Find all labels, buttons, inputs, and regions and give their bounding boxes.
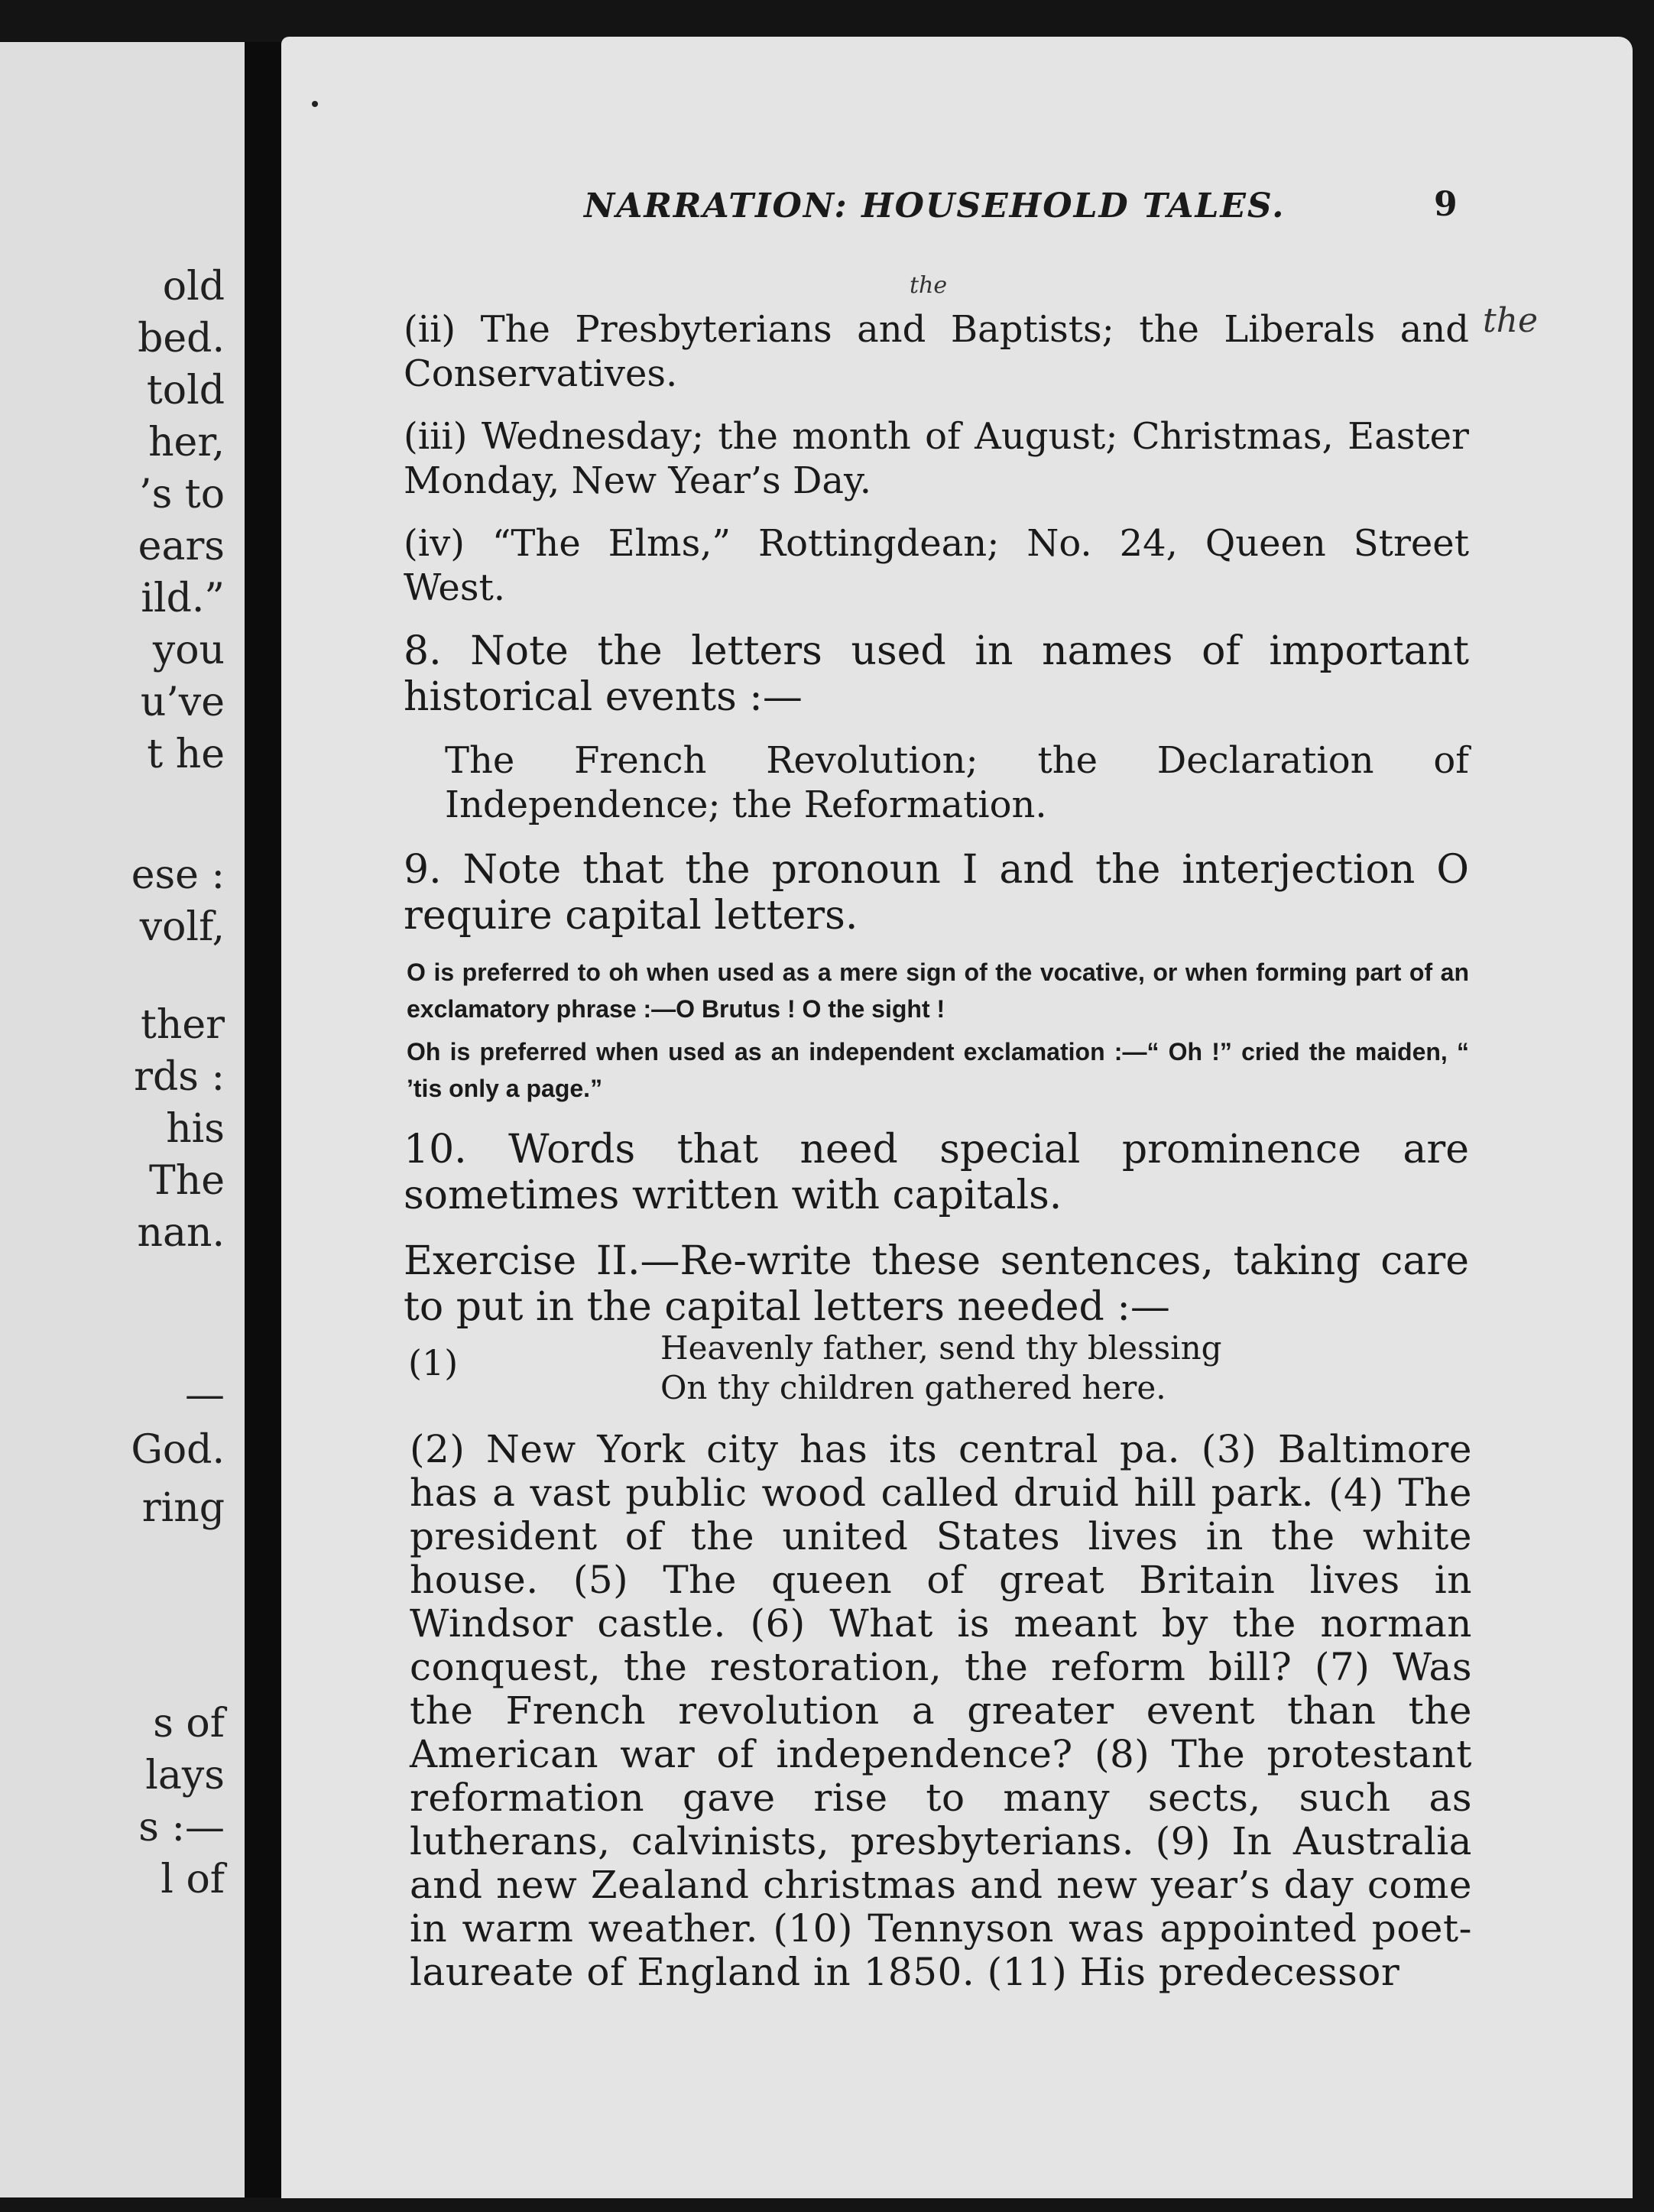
note-o: O is preferred to oh when used as a mere sign of the vocative, or when forming part of an exclamatory phrase :—O Brutus ! O the sight ! — [407, 958, 1469, 1023]
left-page-fragment: t he — [147, 731, 225, 777]
left-page-fragment: ild.” — [141, 576, 225, 621]
list-item-ii: (ii) The Presbyterians and Baptists; the Liberals and Conservatives. — [404, 308, 1469, 395]
exercise-heading: Exercise II.—Re-write these sentences, taking care to put in the capital letters needed :— — [404, 1238, 1469, 1330]
rule-8: 8. Note the letters used in names of important historical events :— — [404, 628, 1469, 720]
left-page-fragment: s of — [153, 1701, 225, 1747]
poem-line: On thy children gathered here. — [660, 1369, 1166, 1406]
previous-page-edge — [0, 42, 245, 2197]
rule-8-example: The French Revolution; the Declaration of Independence; the Reformation. — [445, 739, 1469, 826]
left-page-fragment: God. — [131, 1427, 225, 1473]
rule-10: 10. Words that need special prominence are sometimes written with capitals. — [404, 1127, 1469, 1218]
exercise-item-number: (1) — [408, 1342, 459, 1383]
left-page-fragment: ’s to — [139, 472, 225, 517]
book-page — [281, 37, 1633, 2198]
left-page-fragment: volf, — [139, 904, 225, 950]
poem-line: Heavenly father, send thy blessing — [660, 1329, 1222, 1367]
left-page-fragment: ears — [138, 524, 225, 569]
left-page-fragment: ring — [141, 1485, 225, 1531]
handwritten-margin-note: the — [1483, 301, 1539, 340]
exercise-poem — [660, 1328, 1222, 1408]
left-page-fragment: told — [146, 368, 225, 414]
exercise-sentences: (2) New York city has its central pa. (3) Baltimore has a vast public wood called druid hill park. (4) The president of the united States lives in the white house. (5) The queen of great Britain lives in Windsor castle. (6) What is meant by the norman conquest, the restoration, the reform bill? (7) Was the French revolution a greater event than the American war of independence? (8) The protestant reformation gave rise to many sects, such as lutherans, calvinists, presbyterians. (9) In Australia and new Zealand christmas and new year’s day come in warm weather. (10) Tennyson was appointed poet-laureate of England in 1850. (11) His predecessor — [410, 1427, 1472, 1994]
left-page-fragment: old — [162, 264, 225, 310]
left-page-fragment: s :— — [138, 1805, 225, 1850]
handwritten-insert: the — [910, 272, 948, 299]
left-page-fragment: you — [152, 628, 225, 673]
list-item-iii: (iii) Wednesday; the month of August; Christmas, Easter Monday, New Year’s Day. — [404, 415, 1469, 502]
left-page-fragment: her, — [148, 420, 225, 465]
left-page-fragment: l of — [161, 1857, 225, 1902]
note-oh: Oh is preferred when used as an independent exclamation :—“ Oh !” cried the maiden, “ ’tis only a page.” — [407, 1038, 1469, 1102]
page-number: 9 — [1434, 185, 1458, 224]
left-page-fragment: bed. — [138, 316, 225, 362]
left-page-fragment: ther — [140, 1002, 225, 1048]
left-page-fragment: ese : — [131, 852, 225, 898]
book-gutter — [245, 42, 281, 2197]
left-page-fragment: u’ve — [140, 679, 225, 725]
left-page-fragment: lays — [145, 1753, 225, 1798]
left-page-fragment: nan. — [137, 1210, 225, 1256]
ink-speck — [312, 101, 318, 107]
rule-9: 9. Note that the pronoun I and the interjection O require capital letters. — [404, 847, 1469, 939]
list-item-iv: (iv) “The Elms,” Rottingdean; No. 24, Queen Street West. — [404, 522, 1469, 609]
running-title: NARRATION: HOUSEHOLD TALES. — [584, 186, 1286, 225]
left-page-fragment: rds : — [134, 1054, 225, 1100]
left-page-fragment: — — [185, 1372, 225, 1418]
left-page-fragment: his — [166, 1106, 225, 1152]
left-page-fragment: The — [149, 1158, 225, 1204]
